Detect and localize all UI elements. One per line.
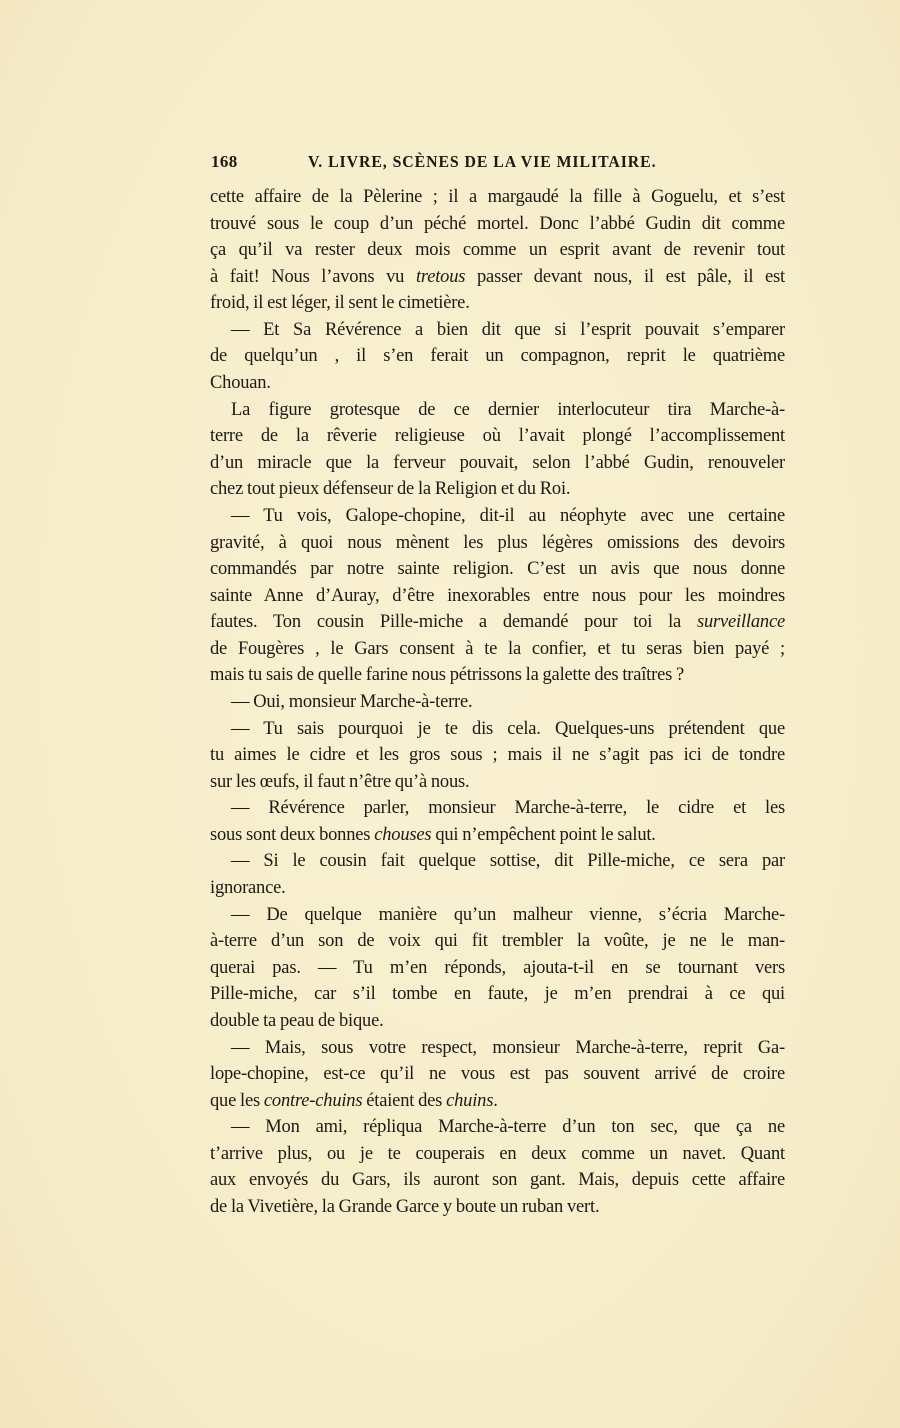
text-segment: La figure grotesque de ce dernier interlocuteur tira Marche-à- — [231, 399, 785, 420]
text-segment: Pille-miche, car s’il tombe en faute, je m’en prendrai à ce qui — [210, 984, 785, 1005]
paragraph — [210, 689, 785, 716]
text-segment: tu aimes le cidre et les gros sous ; mais il ne s’agit pas ici de tondre — [210, 745, 785, 766]
text-segment: à fait! Nous l’avons vu — [210, 266, 416, 287]
text-line — [210, 397, 785, 424]
italic-text: chouses — [374, 824, 432, 845]
running-header — [211, 152, 791, 178]
text-line — [210, 1061, 785, 1088]
text-segment: étaient des — [362, 1090, 447, 1111]
body-text — [210, 184, 785, 1221]
text-line — [210, 476, 785, 503]
text-segment: cette affaire de la Pèlerine ; il a margaudé la fille à Goguelu, et s’est — [210, 187, 785, 207]
text-segment: d’un miracle que la ferveur pouvait, selon l’abbé Gudin, renouveler — [210, 452, 785, 473]
paragraph — [210, 848, 785, 901]
italic-text: surveillance — [696, 612, 785, 633]
text-segment: à-terre d’un son de voix qui fit trembler la voûte, je ne le man- — [210, 931, 785, 952]
text-line — [210, 769, 785, 796]
text-segment: de la Vivetière, la Grande Garce y boute un ruban vert. — [210, 1196, 600, 1217]
text-segment: double ta peau de bique. — [210, 1010, 384, 1031]
text-line — [210, 556, 785, 583]
text-line — [210, 423, 785, 450]
text-segment: lope-chopine, est-ce qu’il ne vous est pas souvent arrivé de croire — [210, 1064, 785, 1085]
paragraph — [210, 716, 785, 796]
text-line — [210, 1167, 785, 1194]
text-line — [210, 583, 785, 610]
text-line — [210, 264, 785, 291]
paragraph — [210, 397, 785, 503]
text-segment: qui n’empêchent point le salut. — [431, 824, 656, 845]
text-line — [210, 1088, 785, 1115]
paragraph — [210, 184, 785, 317]
text-segment: ignorance. — [210, 878, 286, 899]
text-line — [210, 450, 785, 477]
paragraph — [210, 503, 785, 689]
text-line — [210, 742, 785, 769]
italic-text: tretous — [415, 266, 466, 287]
text-line — [210, 795, 785, 822]
text-line — [210, 237, 785, 264]
text-segment: aux envoyés du Gars, ils auront son gant. Mais, depuis cette affaire — [210, 1170, 785, 1191]
text-line — [210, 1114, 785, 1141]
text-segment: mais tu sais de quelle farine nous pétrissons la galette des traîtres ? — [210, 665, 685, 686]
text-segment: — Révérence parler, monsieur Marche-à-terre, le cidre et les — [231, 798, 785, 819]
text-line — [210, 1141, 785, 1168]
text-line — [210, 211, 785, 238]
text-segment: t’arrive plus, ou je te couperais en deux comme un navet. Quant — [210, 1143, 785, 1164]
text-line — [210, 955, 785, 982]
text-line — [210, 662, 785, 689]
text-segment: — Et Sa Révérence a bien dit que si l’esprit pouvait s’emparer — [231, 319, 785, 340]
text-line — [210, 875, 785, 902]
text-segment: trouvé sous le coup d’un péché mortel. Donc l’abbé Gudin dit comme — [210, 213, 785, 234]
text-segment: sainte Anne d’Auray, d’être inexorables entre nous pour les moindres — [210, 585, 785, 606]
text-segment: de quelqu’un , il s’en ferait un compagnon, reprit le quatrième — [210, 346, 785, 367]
text-segment: froid, il est léger, il sent le cimetière. — [210, 293, 470, 314]
running-title: V. LIVRE, SCÈNES DE LA VIE MILITAIRE. — [308, 152, 657, 171]
text-segment: que les — [210, 1090, 264, 1111]
text-segment: — Mon ami, répliqua Marche-à-terre d’un ton sec, que ça ne — [231, 1117, 785, 1138]
paragraph — [210, 1114, 785, 1220]
text-line — [210, 928, 785, 955]
text-line — [210, 1035, 785, 1062]
text-segment: . — [493, 1090, 498, 1111]
text-line — [210, 902, 785, 929]
text-segment: chez tout pieux défenseur de la Religion et du Roi. — [210, 479, 571, 500]
paragraph — [210, 1035, 785, 1115]
text-segment: querai pas. — Tu m’en réponds, ajouta-t-il en se tournant vers — [210, 957, 785, 978]
text-line — [210, 689, 785, 716]
text-segment: commandés par notre sainte religion. C’est un avis que nous donne — [210, 559, 785, 580]
text-segment: sous sont deux bonnes — [210, 824, 375, 845]
paragraph — [210, 902, 785, 1035]
text-segment: Chouan. — [210, 373, 271, 394]
page-number: 168 — [211, 152, 238, 171]
text-line — [210, 716, 785, 743]
text-line — [210, 636, 785, 663]
text-line — [210, 184, 785, 211]
text-segment: — Tu vois, Galope-chopine, dit-il au néophyte avec une certaine — [231, 505, 785, 526]
text-segment: fautes. Ton cousin Pille-miche a demandé pour toi la — [210, 612, 697, 633]
text-segment: — Oui, monsieur Marche-à-terre. — [231, 691, 473, 712]
paragraph — [210, 795, 785, 848]
text-line — [210, 609, 785, 636]
italic-text: chuins — [446, 1090, 494, 1111]
text-line — [210, 530, 785, 557]
text-line — [210, 848, 785, 875]
text-line — [210, 317, 785, 344]
text-line — [210, 370, 785, 397]
text-segment: — Si le cousin fait quelque sottise, dit Pille-miche, ce sera par — [231, 851, 785, 872]
text-line — [210, 503, 785, 530]
text-segment: passer devant nous, il est pâle, il est — [465, 266, 785, 287]
text-line — [210, 1194, 785, 1221]
text-line — [210, 822, 785, 849]
italic-text: contre-chuins — [263, 1090, 363, 1111]
text-segment: — Tu sais pourquoi je te dis cela. Quelques-uns prétendent que — [231, 718, 785, 739]
text-segment: ça qu’il va rester deux mois comme un esprit avant de revenir tout — [210, 240, 785, 261]
text-segment: gravité, à quoi nous mènent les plus légères omissions des devoirs — [210, 532, 785, 553]
text-line — [210, 290, 785, 317]
text-line — [210, 981, 785, 1008]
text-segment: de Fougères , le Gars consent à te la confier, et tu seras bien payé ; — [210, 638, 785, 659]
text-segment: sur les œufs, il faut n’être qu’à nous. — [210, 771, 470, 792]
text-segment: — De quelque manière qu’un malheur vienne, s’écria Marche- — [231, 904, 785, 925]
paragraph — [210, 317, 785, 397]
text-segment: terre de la rêverie religieuse où l’avait plongé l’accomplissement — [210, 426, 785, 447]
text-segment: — Mais, sous votre respect, monsieur Marche-à-terre, reprit Ga- — [231, 1037, 785, 1058]
text-line — [210, 1008, 785, 1035]
text-line — [210, 343, 785, 370]
